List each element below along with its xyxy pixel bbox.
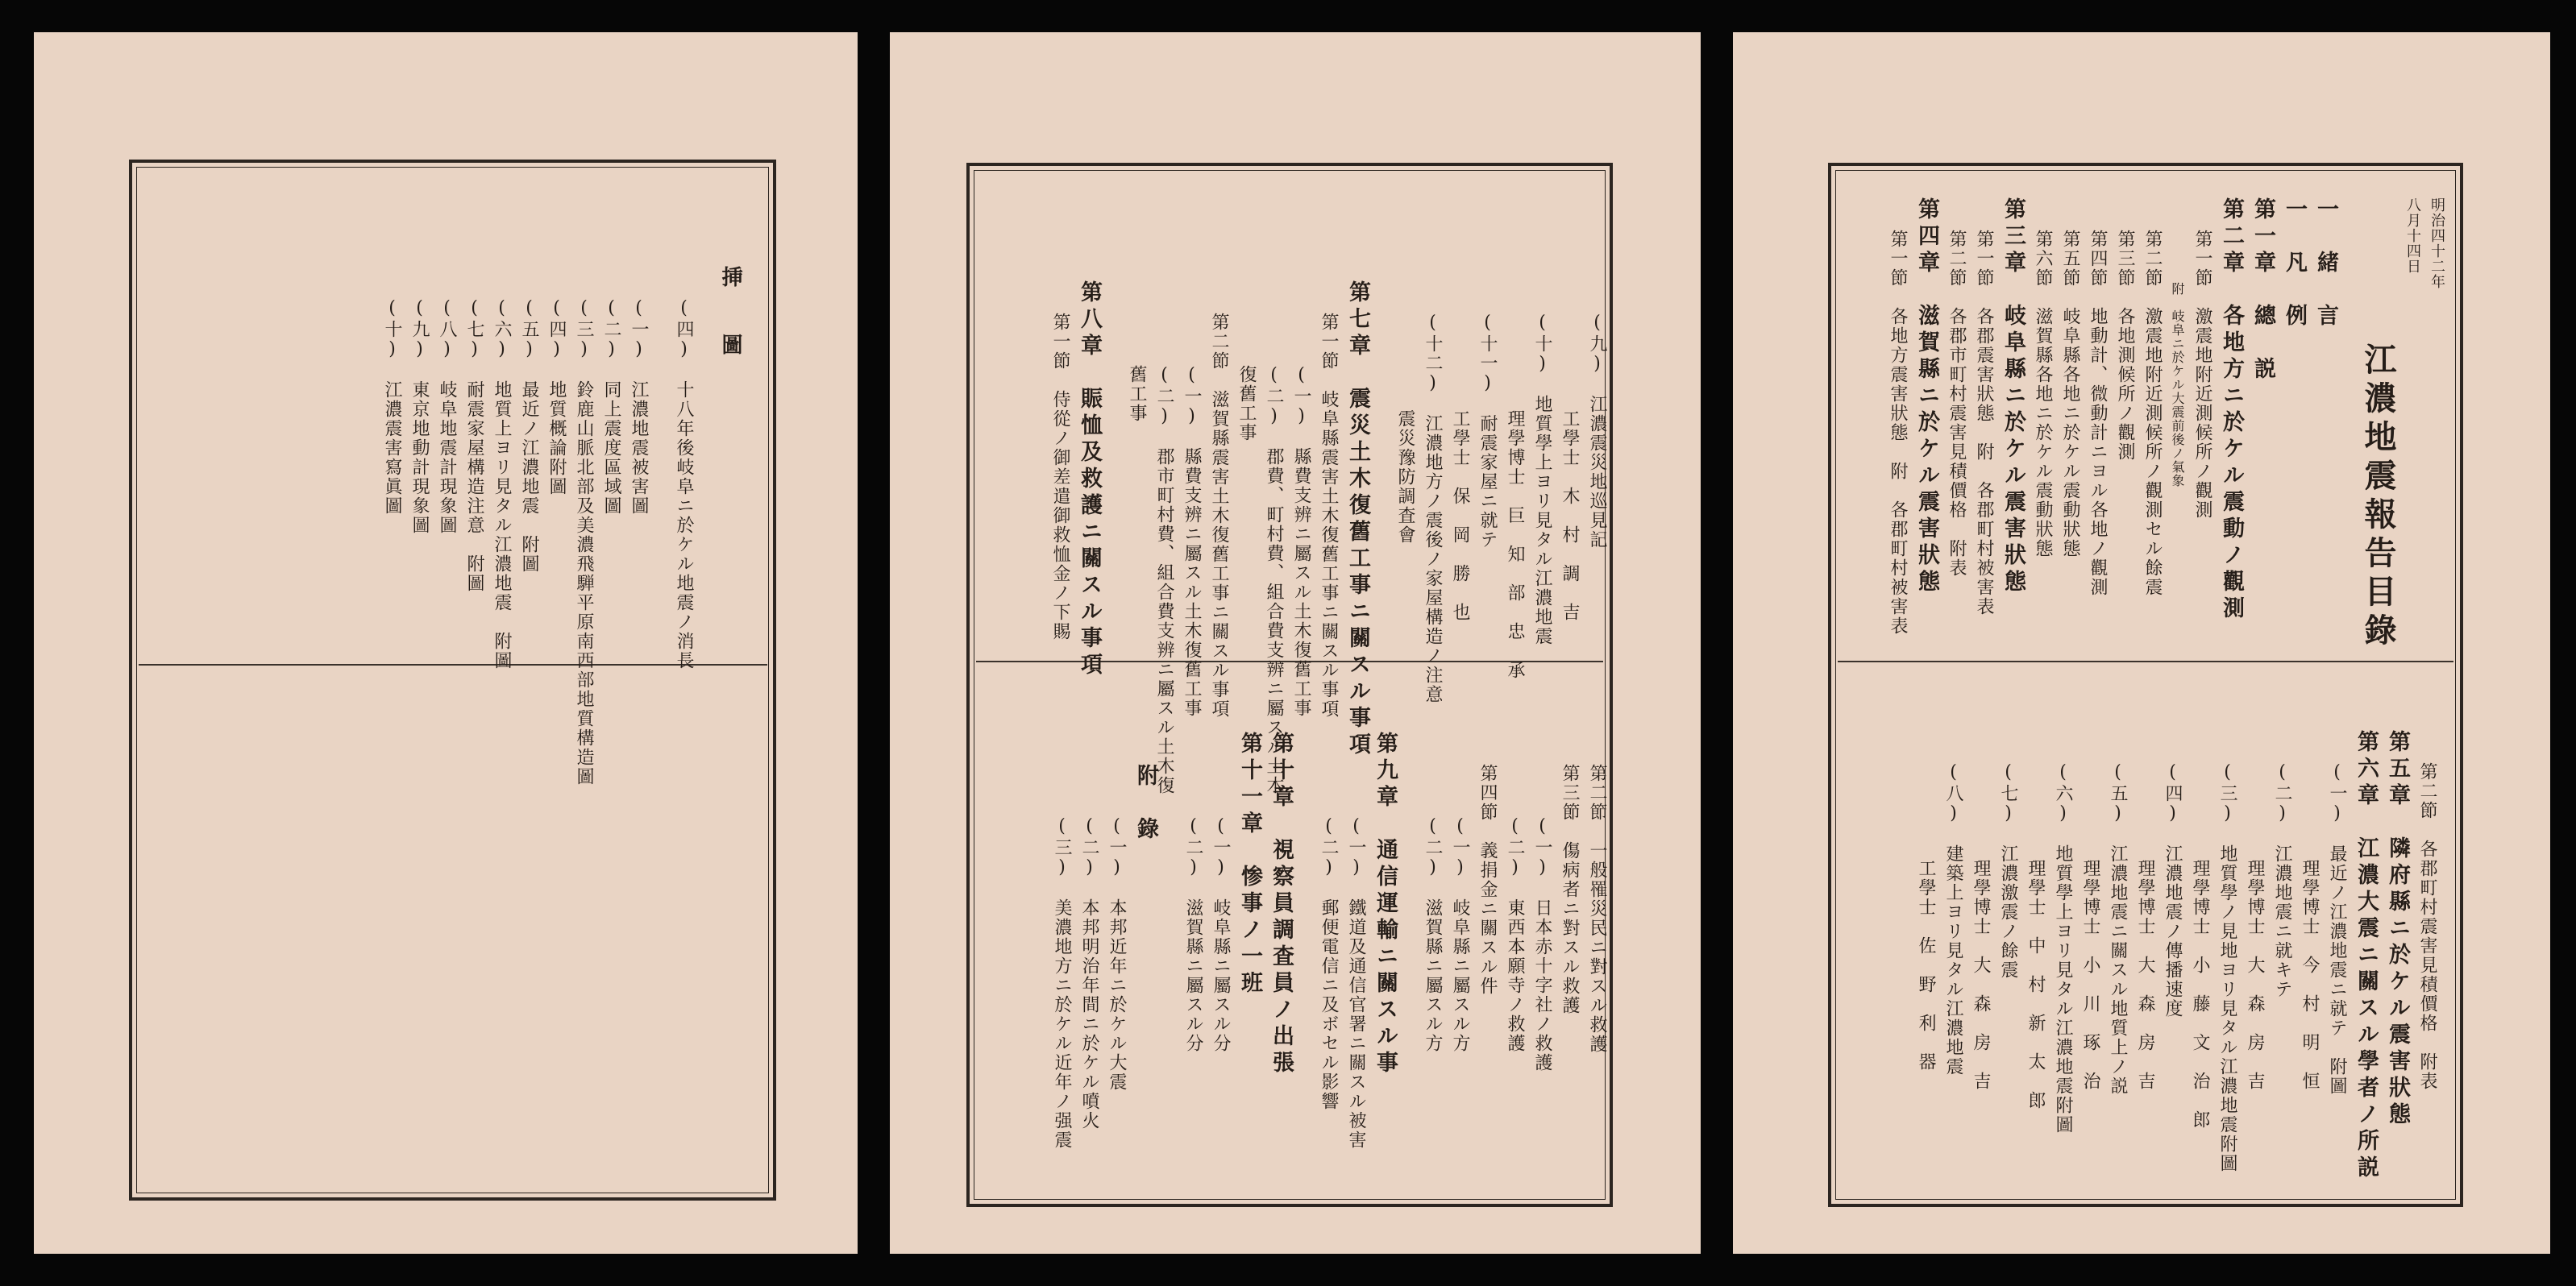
toc-entry: 第三節 各地測候所ノ觀測: [2115, 230, 2135, 462]
toc-entry: 理學博士 小 藤 文 治 郎: [2190, 859, 2210, 1130]
toc-upper: [1041, 280, 1606, 795]
toc-entry: 第四節 地動計、微動計ニヨル各地ノ觀測: [2088, 230, 2108, 597]
toc-entry: (十二) 江濃地方ノ震後ノ家屋構造ノ注意: [1423, 313, 1443, 704]
toc-entry: 第一節 激震地附近測候所ノ觀測: [2192, 230, 2212, 520]
toc-entry: 理學博士 大 森 房 吉: [2245, 859, 2265, 1091]
toc-entry: (八) 建築上ヨリ見タル江濃地震: [1943, 762, 1963, 1077]
figure-list-item: (六) 地質上ヨリ見タル江濃地震 附圖: [492, 298, 512, 670]
toc-entry: 理學博士 巨 知 部 忠 承: [1505, 409, 1525, 680]
figure-list-item: (二) 同上震度區域圖: [601, 298, 621, 516]
toc-entry: 震災豫防調査會: [1395, 409, 1415, 545]
toc-entry: 第三節 傷病者ニ對スル救護: [1560, 764, 1580, 1015]
figure-list-item: (四) 十八年後岐阜ニ於ケル地震ノ消長: [674, 298, 694, 670]
toc-entry: 第四節 義捐金ニ關スル件: [1477, 764, 1498, 996]
toc-entry: (一) 縣費支辨ニ屬スル土木復舊工事: [1291, 365, 1311, 718]
page-right: [1733, 32, 2550, 1254]
toc-entry: (二) 本邦明治年間ニ於ケル噴火: [1079, 816, 1099, 1130]
toc-entry: (一) 岐阜縣ニ屬スル方: [1450, 816, 1470, 1053]
toc-entry: (十一) 耐震家屋ニ就テ: [1477, 313, 1498, 550]
figure-list-item: (九) 東京地動計現象圖: [409, 298, 430, 535]
toc-entry: (五) 江濃地震ニ關スル地質上ノ説: [2108, 762, 2128, 1096]
toc-entry: 一 緒 言: [2313, 197, 2338, 330]
toc-entry: 第二節 激震地附近測候所ノ觀測セル餘震: [2142, 230, 2163, 597]
figure-list-item: (三) 鈴鹿山脈北部及美濃飛騨平原南西部地質構造圖: [574, 298, 594, 786]
date-line-1: 明治四十二年: [2429, 197, 2445, 289]
toc-entry: (二) 東西本願寺ノ救護: [1505, 816, 1525, 1053]
toc-entry: 第十一章 惨事ノ一班: [1237, 732, 1262, 998]
toc-entry: (一) 岐阜縣ニ屬スル分: [1211, 816, 1231, 1053]
toc-entry: 第一節 各地方震害狀態 附 各郡町村被害表: [1888, 230, 1908, 636]
toc-entry: 第一章 總 説: [2250, 197, 2275, 384]
toc-entry: 附 錄: [1133, 764, 1158, 844]
document-title: 江濃地震報告目錄: [2359, 342, 2397, 652]
toc-entry: 第二節 一般罹災民ニ對スル救護: [1587, 764, 1607, 1054]
toc-entry: 一 凡 例: [2282, 197, 2307, 330]
title-block: [2354, 197, 2444, 652]
page-divider: [1838, 661, 2453, 662]
toc-entry: (四) 江濃地震ノ傳播速度: [2163, 762, 2183, 1018]
toc-entry: 第三章 岐阜縣ニ於ケル震害狀態: [2001, 197, 2025, 596]
toc-entry: 第七章 震災土木復舊工事ニ關スル事項: [1345, 280, 1370, 759]
toc-entry: 第二節 各郡町村震害見積價格 附表: [2417, 762, 2437, 1091]
toc-entry: (十) 地質學上ヨリ見タル江濃地震: [1532, 313, 1552, 646]
toc-entry: 理學博士 大 森 房 吉: [1971, 859, 1991, 1091]
figure-list-item: (十) 江濃震害寫眞圖: [382, 298, 402, 516]
toc-entry: 第十章 視察員調査員ノ出張: [1269, 732, 1294, 1077]
toc-entry: 復舊工事: [1236, 365, 1257, 442]
toc-entry: 第六節 滋賀縣各地ニ於ケル震動狀態: [2033, 230, 2053, 558]
toc-entry: 第五節 岐阜縣各地ニ於ケル震動狀態: [2060, 230, 2080, 558]
toc-entry: 理學士 中 村 新 太 郎: [2025, 859, 2046, 1110]
toc-entry: 附 岐阜ニ於ケル大震前後ノ氣象: [2170, 282, 2185, 487]
toc-entry: 第一節 侍從ノ御差遣御救恤金ノ下賜: [1050, 313, 1070, 641]
figure-list-item: (一) 江濃地震被害圖: [629, 298, 649, 516]
toc-entry: 理學博士 小 川 琢 治: [2080, 859, 2100, 1091]
toc-entry: (七) 江濃激震ノ餘震: [1998, 762, 2018, 980]
figure-list-heading: 挿 圖: [718, 266, 742, 367]
toc-entry: (三) 地質學ノ見地ヨリ見タル江濃地震附圖: [2217, 762, 2237, 1173]
toc-entry: 理學博士 大 森 房 吉: [2135, 859, 2155, 1091]
figure-list-item: (八) 岐阜地震計現象圖: [437, 298, 457, 535]
toc-lower: [1043, 732, 1606, 1150]
toc-entry: (一) 本邦近年ニ於ケル大震: [1107, 816, 1127, 1092]
page-left: [34, 32, 858, 1254]
toc-entry: 第九章 通信運輸ニ關スル事: [1373, 732, 1398, 1077]
toc-entry: 第一節 各郡震害狀態 附 各郡町村被害表: [1974, 230, 1994, 616]
toc-lower: [1907, 730, 2436, 1182]
toc-entry: (二) 滋賀縣ニ屬スル方: [1423, 816, 1443, 1053]
toc-entry: (一) 鐵道及通信官署ニ關スル被害: [1346, 816, 1366, 1150]
page-middle: [890, 32, 1701, 1254]
toc-entry: 舊工事: [1127, 365, 1147, 423]
toc-entry: 第一節 岐阜縣震害土木復舊工事ニ關スル事項: [1319, 313, 1339, 719]
figure-list-item: (七) 耐震家屋構造注意 附圖: [464, 298, 484, 593]
toc-entry: 第五章 隣府縣ニ於ケル震害狀態: [2385, 730, 2410, 1129]
toc-entry: 第六章 江濃大震ニ關スル學者ノ所説: [2354, 730, 2379, 1182]
toc-entry: (二) 滋賀縣ニ屬スル分: [1183, 816, 1203, 1053]
toc-upper: [1879, 197, 2337, 636]
figure-list-item: (四) 地質概論附圖: [546, 298, 567, 496]
toc-entry: 第二章 各地方ニ於ケル震動ノ觀測: [2219, 197, 2244, 623]
toc-entry: 第二節 各郡市町村震害見積價格 附表: [1947, 230, 1967, 578]
toc-entry: 第八章 賑恤及救護ニ關スル事項: [1077, 280, 1102, 679]
toc-entry: (三) 美濃地方ニ於ケル近年ノ强震: [1052, 816, 1072, 1150]
figure-list: [373, 266, 741, 786]
toc-entry: 第二節 滋賀縣震害土木復舊工事ニ關スル事項: [1209, 313, 1229, 719]
toc-entry: 工學士 木 村 調 吉: [1560, 409, 1580, 622]
toc-entry: (一) 縣費支辨ニ屬スル土木復舊工事: [1182, 365, 1202, 718]
date-line-2: 八月十四日: [2404, 197, 2421, 274]
toc-entry: (二) 郡費、町村費、組合費支辨ニ屬スル土木: [1264, 365, 1284, 795]
toc-entry: (一) 最近ノ江濃地震ニ就テ 附圖: [2327, 762, 2347, 1096]
toc-entry: 第四章 滋賀縣ニ於ケル震害狀態: [1914, 197, 1939, 596]
toc-entry: 工學士 保 岡 勝 也: [1450, 409, 1470, 622]
toc-entry: (二) 郵便電信ニ及ボセル影響: [1319, 816, 1339, 1111]
toc-entry: (九) 江濃震災地巡見記: [1587, 313, 1607, 550]
toc-entry: (六) 地質學上ヨリ見タル江濃地震附圖: [2053, 762, 2073, 1135]
figure-list-item: (五) 最近ノ江濃地震 附圖: [519, 298, 539, 574]
toc-entry: (二) 郡市町村費、組合費支辨ニ屬スル土木復: [1154, 365, 1174, 795]
toc-entry: (二) 江濃地震ニ就キテ: [2272, 762, 2292, 999]
toc-entry: 理學博士 今 村 明 恒: [2300, 859, 2320, 1091]
toc-entry: (一) 日本赤十字社ノ救護: [1532, 816, 1552, 1072]
toc-entry: 工學士 佐 野 利 器: [1916, 859, 1936, 1072]
